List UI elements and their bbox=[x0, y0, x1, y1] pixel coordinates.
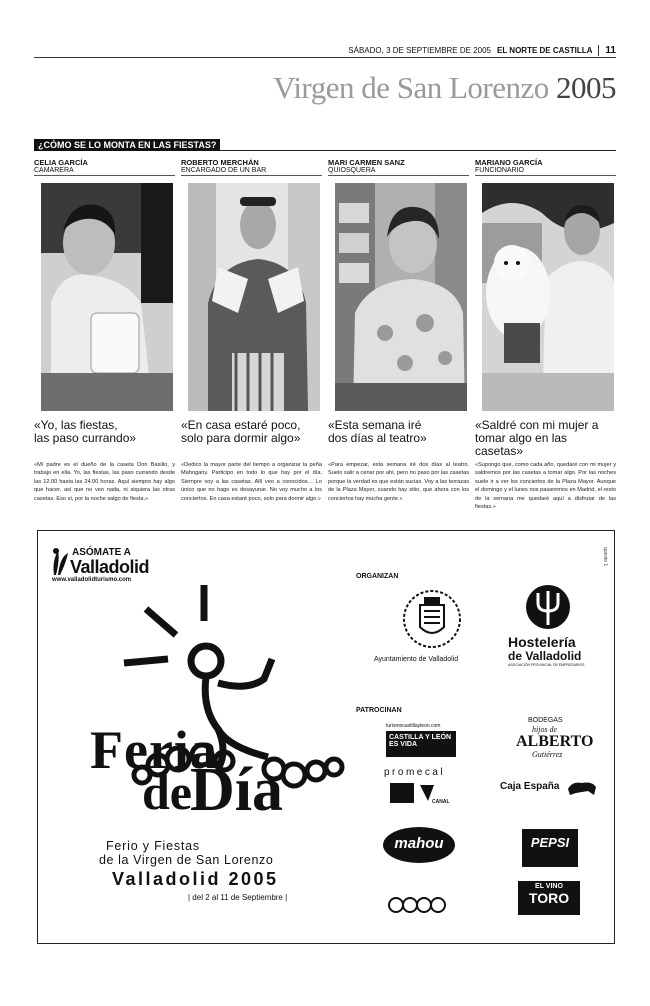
header-rule bbox=[34, 57, 616, 58]
castilla-leon-logo bbox=[386, 731, 456, 757]
feria-de-word: de bbox=[142, 764, 192, 820]
person-role: CAMARERA bbox=[34, 167, 175, 176]
photo-mariano bbox=[482, 183, 614, 411]
bodegas-hijos-de: hijos de bbox=[532, 725, 558, 734]
canal-label: CANAL bbox=[432, 799, 450, 805]
interview-text: «Para empezar, esta semana iré dos días al teatro. Suelo salir a cenar por ahí, pero no paso por las casetas porque la verdad es que están sucias. Voy a las terrazas de la Plaza Mayor, cuando hay sitio, que ahora con los conciertos hay mucha gente.» bbox=[328, 462, 469, 502]
festival-dates: | del 2 al 11 de Septiembre | bbox=[188, 893, 288, 902]
brand-url: www.valladolidturismo.com bbox=[52, 577, 132, 583]
brand-top: ASÓMATE A bbox=[72, 547, 131, 558]
vino-line1: EL VINO bbox=[535, 883, 563, 890]
section-title-text: Virgen de San Lorenzo bbox=[273, 70, 549, 105]
mahou-logo: mahou bbox=[383, 827, 455, 863]
tagline-city-year: Valladolid 2005 bbox=[112, 869, 279, 889]
organizan-label: ORGANIZAN bbox=[356, 573, 399, 580]
vino-toro-logo bbox=[518, 881, 580, 915]
section-kicker: ¿CÓMO SE LO MONTA EN LAS FIESTAS? bbox=[34, 139, 220, 151]
hosteleria-name: Hostelería bbox=[508, 634, 576, 650]
bodegas-label: BODEGAS bbox=[528, 717, 563, 724]
tulip-icon bbox=[48, 547, 70, 577]
bodegas-gutierrez: Gutiérrez bbox=[532, 750, 563, 759]
person-name: CELIA GARCÍA bbox=[34, 158, 88, 167]
person-name: ROBERTO MERCHÁN bbox=[181, 158, 259, 167]
quote-line: «Saldré con mi mujer a bbox=[475, 418, 599, 432]
hosteleria-subtitle: ASOCIACIÓN PROVINCIAL DE EMPRESARIOS bbox=[508, 663, 585, 667]
interview-maricarmen bbox=[328, 158, 469, 511]
page-header-meta bbox=[348, 45, 616, 56]
hosteleria-city: de Valladolid bbox=[508, 649, 582, 663]
promecal-name: promecal bbox=[384, 767, 446, 778]
rings-logo-icon bbox=[386, 893, 450, 917]
interview-text: «Supongo que, como cada año, quedaré con mi mujer y saldremos por las casetas a tomar algo. Por las noches suele ir a ver los conciertos de la Plaza Mayor. Aunque el domingo y el lunes nos pasaremos en Madrid, el resto de la semana me quedaré aquí a disfrutar de las fiestas.» bbox=[475, 462, 616, 511]
photo-roberto bbox=[188, 183, 320, 411]
tagline-line1: Ferio y Fiestas bbox=[106, 839, 200, 853]
pull-quote bbox=[475, 418, 616, 458]
bull-icon bbox=[566, 779, 598, 797]
photo-celia bbox=[41, 183, 173, 411]
ad-reference: questo 1 bbox=[602, 547, 608, 567]
pull-quote bbox=[181, 419, 322, 453]
interview-columns bbox=[34, 158, 616, 511]
cyl-url: turismocastillayleon.com bbox=[386, 723, 441, 729]
cyl-line1: CASTILLA Y LEÓN bbox=[389, 734, 452, 741]
pull-quote bbox=[328, 419, 469, 453]
tagline-line2: de la Virgen de San Lorenzo bbox=[99, 853, 274, 867]
brand-city: Valladolid bbox=[70, 557, 150, 577]
person-name: MARIANO GARCÍA bbox=[475, 158, 543, 167]
hosteleria-logo-icon bbox=[524, 583, 572, 631]
interview-text: «Dedico la mayor parte del tiempo a organizar la peña Mahogany. Participo en todo lo que hay por el día. Siempre voy a las casetas. Allí veo a conocidos… Lo único que no hago es desayunar. No voy mucho a los conciertos. En casa estaré poco, solo para dormir algo.» bbox=[181, 462, 322, 502]
feria-dia-word: Día bbox=[190, 756, 283, 824]
quote-line: dos días al teatro» bbox=[328, 431, 427, 445]
section-title bbox=[273, 70, 616, 106]
person-name: MARI CARMEN SANZ bbox=[328, 158, 405, 167]
quote-line: «Esta semana iré bbox=[328, 418, 422, 432]
ayuntamiento-crest-icon bbox=[400, 587, 464, 651]
quote-line: solo para dormir algo» bbox=[181, 431, 301, 445]
pull-quote bbox=[34, 419, 175, 453]
newspaper-name: EL NORTE DE CASTILLA bbox=[497, 46, 593, 55]
person-role: FUNCIONARIO bbox=[475, 167, 616, 176]
section-title-year: 2005 bbox=[556, 70, 616, 105]
bodegas-alberto: ALBERTO bbox=[516, 733, 594, 750]
feria-word: Feria bbox=[90, 720, 218, 780]
feria-advertisement bbox=[37, 530, 615, 944]
person-role: ENCARGADO DE UN BAR bbox=[181, 167, 322, 176]
pepsi-logo: PEPSI bbox=[522, 829, 578, 867]
vino-line2: TORO bbox=[528, 890, 570, 906]
patrocinan-label: PATROCINAN bbox=[356, 707, 402, 714]
caja-espana-name: Caja España bbox=[500, 781, 560, 792]
interview-mariano bbox=[475, 158, 616, 511]
issue-date: SÁBADO, 3 DE SEPTIEMBRE DE 2005 bbox=[348, 46, 491, 55]
page-number: 11 bbox=[598, 45, 616, 56]
quote-line: tomar algo en las casetas» bbox=[475, 431, 568, 458]
interview-celia bbox=[34, 158, 175, 511]
cyl-line2: ES VIDA bbox=[389, 741, 418, 748]
interview-roberto bbox=[181, 158, 322, 511]
quote-line: «Yo, las fiestas, bbox=[34, 418, 118, 432]
quote-line: las paso currando» bbox=[34, 431, 137, 445]
quote-line: «En casa estaré poco, bbox=[181, 418, 301, 432]
person-role: QUIOSQUERA bbox=[328, 167, 469, 176]
interview-text: «Mi padre es el dueño de la caseta Don Basilio, y trabajo en ella. Yo, las fiestas, las paso currando desde las 12.00 hasta las 24.00 horas. Aquí siempre hay algo que hacer, así que no veo nada, ni siquiera las otras casetas. Eso sí, por la noche salgo de fiesta.» bbox=[34, 462, 175, 502]
photo-maricarmen bbox=[335, 183, 467, 411]
ayuntamiento-name: Ayuntamiento de Valladolid bbox=[374, 656, 459, 663]
